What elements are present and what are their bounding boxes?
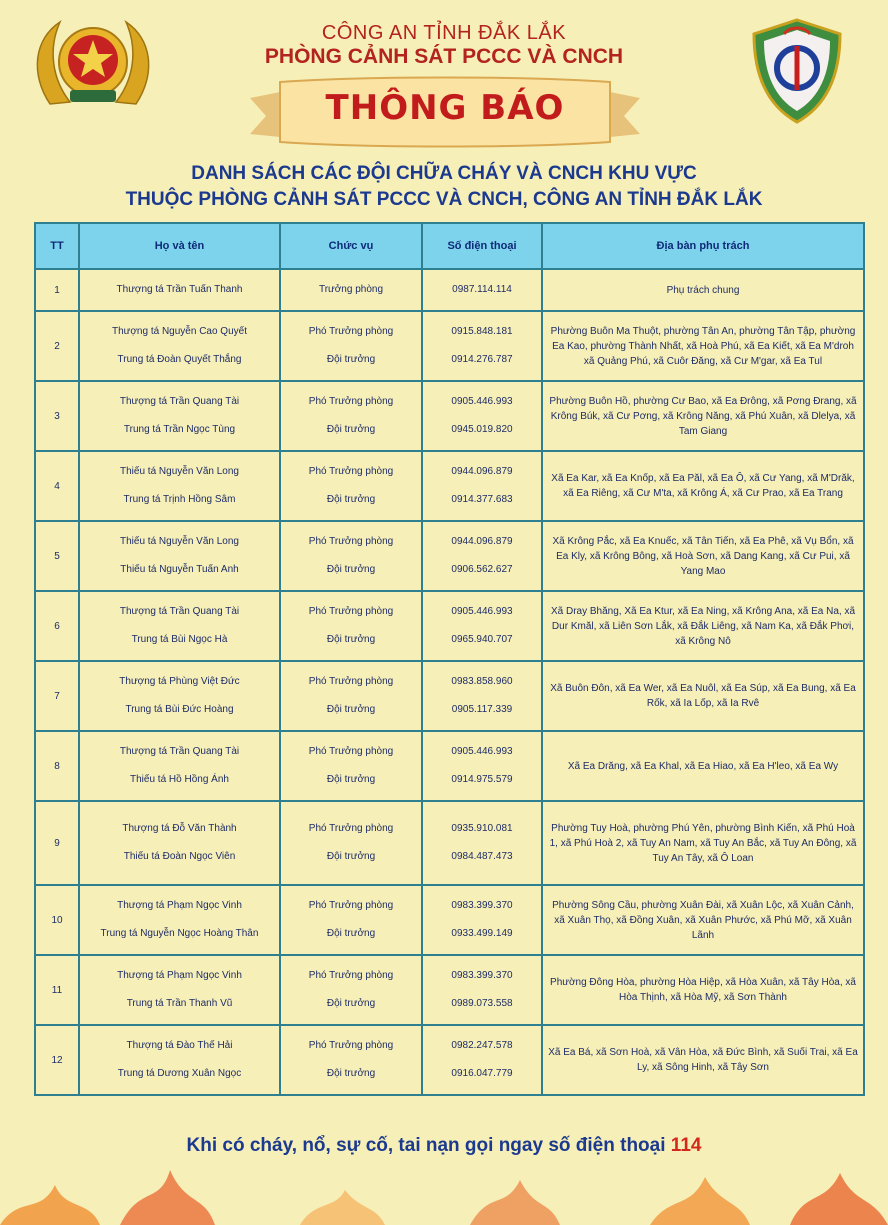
table-row (35, 955, 864, 1025)
phone-number-cell (422, 521, 542, 591)
table-body (35, 269, 864, 1095)
officer-name-cell (79, 731, 280, 801)
row-number: 4 (35, 451, 79, 521)
officer-name: Thượng tá Phùng Việt Đức (119, 676, 240, 687)
phone-number[interactable]: 0987.114.114 (452, 284, 512, 295)
area-of-responsibility: Phường Buôn Ma Thuột, phường Tân An, phường Tân Tập, phường Ea Kao, phường Thành Nhất, xã Hoà Phú, xã Ea Kiết, xã Ea M'droh xã Quảng Phú, xã Cuôr Đăng, xã Cư M'gar, xã Ea Tul (542, 311, 864, 381)
officer-name: Thượng tá Phạm Ngọc Vinh (117, 970, 242, 981)
officer-position-cell (280, 311, 422, 381)
officer-name-cell (79, 1025, 280, 1095)
hotline-number[interactable]: 114 (670, 1135, 702, 1156)
phone-number-cell (422, 269, 542, 311)
officer-position: Phó Trưởng phòng (308, 823, 394, 834)
officer-position: Đội trưởng (326, 774, 376, 785)
area-of-responsibility: Phường Buôn Hồ, phường Cư Bao, xã Ea Đrông, xã Pơng Đrang, xã Krông Búk, xã Cư Pơng, xã Krông Năng, xã Phú Xuân, xã Dlelya, xã Tam Giang (542, 381, 864, 451)
org-line-2: PHÒNG CẢNH SÁT PCCC VÀ CNCH (264, 45, 624, 68)
row-number: 9 (35, 801, 79, 885)
phone-number[interactable]: 0905.446.993 (451, 606, 513, 617)
officer-position: Phó Trưởng phòng (308, 676, 394, 687)
officer-position: Phó Trưởng phòng (308, 466, 394, 477)
phone-number-cell (422, 381, 542, 451)
officer-name: Thiếu tá Hồ Hồng Ánh (130, 774, 229, 785)
row-number: 3 (35, 381, 79, 451)
footer-text: Khi có cháy, nổ, sự cố, tai nạn gọi ngay số điện thoại (186, 1135, 666, 1156)
phone-number[interactable]: 0983.858.960 (451, 676, 513, 687)
notice-title: THÔNG BÁO (325, 88, 565, 128)
table-row (35, 801, 864, 885)
table-row (35, 451, 864, 521)
phone-number[interactable]: 0906.562.627 (451, 564, 513, 575)
table-header-row (35, 223, 864, 269)
phone-number[interactable]: 0945.019.820 (451, 424, 513, 435)
table-row (35, 1025, 864, 1095)
officer-position: Đội trưởng (326, 928, 376, 939)
phone-number-cell (422, 731, 542, 801)
officer-position-cell (280, 731, 422, 801)
fire-police-shield-icon (748, 16, 846, 126)
col-header-area: Địa bàn phụ trách (542, 223, 864, 269)
officer-position: Đội trưởng (326, 704, 376, 715)
officer-name: Thượng tá Trần Quang Tài (119, 746, 240, 757)
row-number: 11 (35, 955, 79, 1025)
officer-position-cell (280, 661, 422, 731)
area-of-responsibility: Xã Krông Pắc, xã Ea Knuếc, xã Tân Tiến, xã Ea Phê, xã Vụ Bổn, xã Ea Kly, xã Krông Bông, xã Hoà Sơn, xã Dang Kang, xã Cư Pui, xã Yang Mao (542, 521, 864, 591)
officer-name: Thượng tá Đào Thế Hải (126, 1040, 233, 1051)
officer-position: Đội trưởng (326, 564, 376, 575)
officer-position: Đội trưởng (326, 634, 376, 645)
officer-name: Trung tá Dương Xuân Ngọc (117, 1068, 242, 1079)
phone-number-cell (422, 591, 542, 661)
officer-name: Thượng tá Phạm Ngọc Vinh (117, 900, 242, 911)
emergency-footer (0, 1135, 888, 1157)
phone-number[interactable]: 0914.377.683 (451, 494, 513, 505)
phone-number[interactable]: 0944.096.879 (451, 536, 513, 547)
officer-name: Trung tá Bùi Ngọc Hà (131, 634, 228, 645)
phone-number-cell (422, 661, 542, 731)
col-header-phone: Số điện thoại (422, 223, 542, 269)
officer-position-cell (280, 451, 422, 521)
phone-number-cell (422, 801, 542, 885)
phone-number-cell (422, 885, 542, 955)
officer-name: Trung tá Đoàn Quyết Thắng (117, 354, 242, 365)
officer-name: Thượng tá Trần Quang Tài (119, 396, 240, 407)
phone-number[interactable]: 0989.073.558 (451, 998, 513, 1009)
area-of-responsibility: Phường Tuy Hoà, phường Phú Yên, phường Bình Kiến, xã Phú Hoà 1, xã Phú Hoà 2, xã Tuy An Nam, xã Tuy An Bắc, xã Tuy An Đông, xã Tuy An Tây, xã Ô Loan (542, 801, 864, 885)
area-of-responsibility: Xã Ea Drăng, xã Ea Khal, xã Ea Hiao, xã Ea H'leo, xã Ea Wy (542, 731, 864, 801)
officer-position: Đội trưởng (326, 998, 376, 1009)
row-number: 7 (35, 661, 79, 731)
officer-position-cell (280, 521, 422, 591)
officer-name-cell (79, 591, 280, 661)
row-number: 5 (35, 521, 79, 591)
officer-position: Đội trưởng (326, 1068, 376, 1079)
area-of-responsibility: Xã Buôn Đôn, xã Ea Wer, xã Ea Nuôl, xã Ea Súp, xã Ea Bung, xã Ea Rốk, xã Ia Lốp, xã Ia Rvê (542, 661, 864, 731)
officer-position: Đội trưởng (326, 424, 376, 435)
phone-number[interactable]: 0983.399.370 (451, 970, 513, 981)
col-header-position: Chức vụ (280, 223, 422, 269)
phone-number-cell (422, 311, 542, 381)
officer-position-cell (280, 381, 422, 451)
table-row (35, 521, 864, 591)
table-row (35, 311, 864, 381)
list-heading-line-1: DANH SÁCH CÁC ĐỘI CHỮA CHÁY VÀ CNCH KHU VỰC (191, 163, 697, 184)
phone-number[interactable]: 0914.975.579 (451, 774, 513, 785)
officer-name: Thượng tá Trần Quang Tài (119, 606, 240, 617)
officer-position: Phó Trưởng phòng (308, 326, 394, 337)
officer-position: Phó Trưởng phòng (308, 396, 394, 407)
officer-name-cell (79, 311, 280, 381)
officer-position-cell (280, 591, 422, 661)
officer-position-cell (280, 885, 422, 955)
officer-name: Thiếu tá Nguyễn Văn Long (120, 466, 239, 477)
list-heading-line-2: THUỘC PHÒNG CẢNH SÁT PCCC VÀ CNCH, CÔNG AN TỈNH ĐẮK LẮK (125, 189, 763, 210)
phone-number[interactable]: 0905.446.993 (451, 746, 513, 757)
phone-number[interactable]: 0905.446.993 (451, 396, 513, 407)
officer-name-cell (79, 381, 280, 451)
table-row (35, 381, 864, 451)
row-number: 6 (35, 591, 79, 661)
area-of-responsibility: Phường Sông Cầu, phường Xuân Đài, xã Xuân Lộc, xã Xuân Cảnh, xã Xuân Thọ, xã Đồng Xuân, xã Xuân Phước, xã Phú Mỡ, xã Xuân Lãnh (542, 885, 864, 955)
phone-number-cell (422, 955, 542, 1025)
officer-name: Thiếu tá Đoàn Ngọc Viên (123, 851, 236, 862)
phone-number[interactable]: 0944.096.879 (451, 466, 513, 477)
officer-name: Thượng tá Trần Tuấn Thanh (116, 284, 243, 295)
officer-position-cell (280, 269, 422, 311)
officer-name: Trung tá Trần Thanh Vũ (126, 998, 233, 1009)
officer-name-cell (79, 801, 280, 885)
officer-name-cell (79, 269, 280, 311)
area-of-responsibility: Phường Đông Hòa, phường Hòa Hiệp, xã Hòa Xuân, xã Tây Hòa, xã Hòa Thịnh, xã Hòa Mỹ, xã Sơn Thành (542, 955, 864, 1025)
area-of-responsibility: Xã Ea Bá, xã Sơn Hoà, xã Vân Hòa, xã Đức Bình, xã Suối Trai, xã Ea Ly, xã Sông Hinh, xã Tây Sơn (542, 1025, 864, 1095)
officer-position-cell (280, 955, 422, 1025)
officer-position: Đội trưởng (326, 851, 376, 862)
officer-position: Phó Trưởng phòng (308, 536, 394, 547)
phone-number[interactable]: 0905.117.339 (451, 704, 513, 715)
phone-number-cell (422, 451, 542, 521)
phone-number[interactable]: 0935.910.081 (451, 823, 513, 834)
officer-position: Phó Trưởng phòng (308, 970, 394, 981)
area-of-responsibility: Xã Ea Kar, xã Ea Knốp, xã Ea Păl, xã Ea Ô, xã Cư Yang, xã M'Drăk, xã Ea Riêng, xã Cư M'ta, xã Krông Á, xã Cư Prao, xã Ea Trang (542, 451, 864, 521)
phone-number[interactable]: 0984.487.473 (451, 851, 513, 862)
officer-name-cell (79, 451, 280, 521)
col-header-name: Họ và tên (79, 223, 280, 269)
officer-position-cell (280, 1025, 422, 1095)
officer-position: Trưởng phòng (318, 284, 384, 295)
phone-number[interactable]: 0916.047.779 (451, 1068, 513, 1079)
phone-number-cell (422, 1025, 542, 1095)
officer-name-cell (79, 661, 280, 731)
team-table (34, 222, 865, 1096)
officer-position: Phó Trưởng phòng (308, 606, 394, 617)
officer-name-cell (79, 955, 280, 1025)
phone-number[interactable]: 0982.247.578 (451, 1040, 513, 1051)
area-of-responsibility: Xã Dray Bhăng, Xã Ea Ktur, xã Ea Ning, xã Krông Ana, xã Ea Na, xã Dur Kmăl, xã Liên Sơn Lắk, xã Đắk Liêng, xã Nam Ka, xã Đắk Phơi, xã Krông Nô (542, 591, 864, 661)
officer-name-cell (79, 521, 280, 591)
table-row (35, 591, 864, 661)
org-line-1: CÔNG AN TỈNH ĐẮK LẮK (321, 22, 567, 44)
phone-number[interactable]: 0965.940.707 (451, 634, 513, 645)
col-header-tt: TT (35, 223, 79, 269)
officer-name-cell (79, 885, 280, 955)
table-row (35, 661, 864, 731)
row-number: 12 (35, 1025, 79, 1095)
officer-position: Phó Trưởng phòng (308, 746, 394, 757)
officer-position: Phó Trưởng phòng (308, 1040, 394, 1051)
row-number: 2 (35, 311, 79, 381)
row-number: 1 (35, 269, 79, 311)
table-row (35, 885, 864, 955)
phone-number[interactable]: 0933.499.149 (451, 928, 513, 939)
table-row (35, 731, 864, 801)
officer-name: Thiếu tá Nguyễn Tuấn Anh (120, 564, 239, 575)
row-number: 10 (35, 885, 79, 955)
phone-number[interactable]: 0983.399.370 (451, 900, 513, 911)
officer-position-cell (280, 801, 422, 885)
officer-name: Thượng tá Đỗ Văn Thành (122, 823, 237, 834)
area-of-responsibility: Phụ trách chung (542, 269, 864, 311)
officer-position: Phó Trưởng phòng (308, 900, 394, 911)
table-row (35, 269, 864, 311)
officer-name: Thiếu tá Nguyễn Văn Long (120, 536, 239, 547)
officer-name: Thượng tá Nguyễn Cao Quyết (112, 326, 247, 337)
phone-number[interactable]: 0915.848.181 (451, 326, 513, 337)
officer-name: Trung tá Nguyễn Ngọc Hoàng Thân (100, 928, 259, 939)
phone-number[interactable]: 0914.276.787 (451, 354, 513, 365)
flames-decoration (0, 1165, 888, 1225)
officer-position: Đội trưởng (326, 494, 376, 505)
officer-name: Trung tá Bùi Đức Hoàng (125, 704, 234, 715)
officer-name: Trung tá Trần Ngọc Tùng (123, 424, 236, 435)
row-number: 8 (35, 731, 79, 801)
officer-name: Trung tá Trịnh Hồng Sâm (123, 494, 236, 505)
officer-position: Đội trưởng (326, 354, 376, 365)
